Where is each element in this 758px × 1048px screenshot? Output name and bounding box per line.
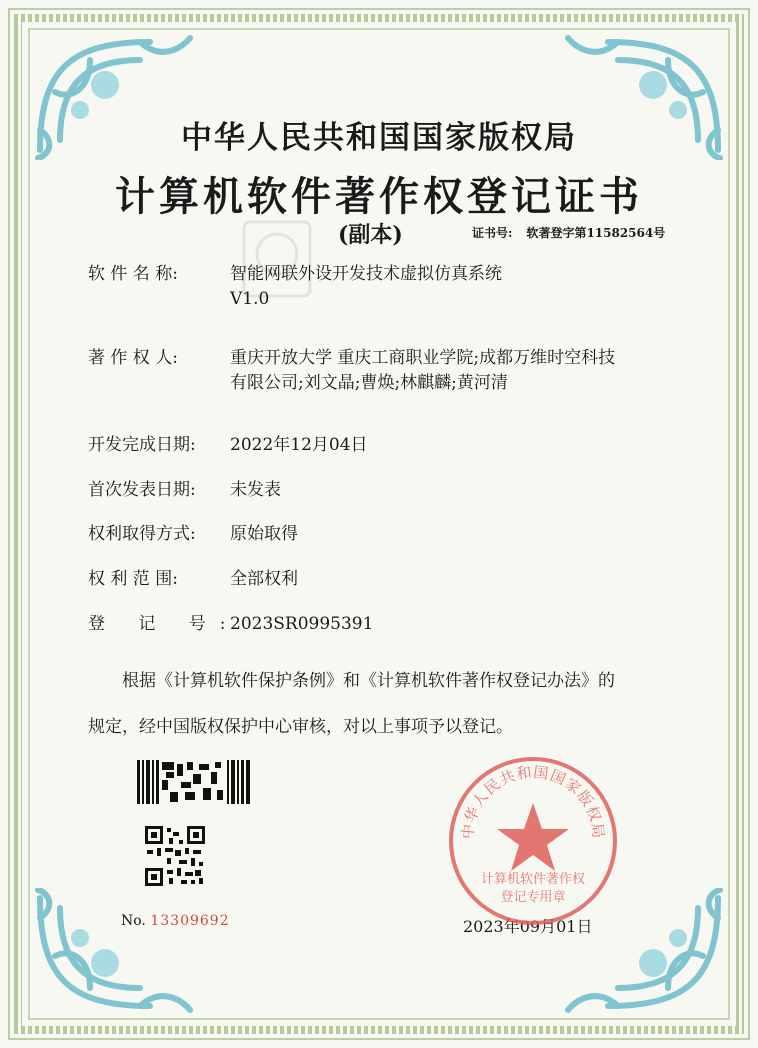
serial-number <box>121 913 230 929</box>
field-value: 原始取得 <box>230 524 298 544</box>
seal-ring-text: 中华人民共和国国家版权局 <box>458 763 608 840</box>
field-label: 开发完成日期: <box>88 435 196 455</box>
barcode <box>137 760 250 804</box>
field-value: 重庆开放大学 重庆工商职业学院;成都万维时空科技 有限公司;刘文晶;曹焕;林麒麟;黄河清 <box>230 348 616 393</box>
field-label: 首次发表日期: <box>88 480 196 500</box>
field-value: 智能网联外设开发技术虚拟仿真系统 V1.0 <box>230 264 502 309</box>
field-label: 著 作 权 人: <box>88 348 178 368</box>
statement-line-2: 规定，经中国版权保护中心审核，对以上事项予以登记。 <box>88 717 513 737</box>
issuing-authority: 中华人民共和国国家版权局 <box>181 120 577 156</box>
ornament-bottom-left <box>30 888 200 1018</box>
seal-line-2: 登记专用章 <box>500 890 566 905</box>
field-value: 2022年12月04日 <box>230 435 368 455</box>
serial-value: 13309692 <box>150 913 230 929</box>
certificate-number-value: 软著登字第11582564号 <box>526 226 666 240</box>
qr-code <box>145 826 205 886</box>
field-value: 全部权利 <box>230 569 298 589</box>
certificate-title: 计算机软件著作权登记证书 <box>115 173 643 220</box>
field-label: 权 利 范 围: <box>88 569 178 589</box>
certificate-number <box>472 224 665 241</box>
statement-line-1: 根据《计算机软件保护条例》和《计算机软件著作权登记办法》的 <box>122 671 615 691</box>
field-value: 未发表 <box>230 480 281 500</box>
field-label: 登 记 号: <box>88 614 240 634</box>
copy-label: (副本) <box>338 222 403 248</box>
certificate-number-label: 证书号: <box>472 226 513 240</box>
seal-line-1: 计算机软件著作权 <box>480 872 586 887</box>
field-label: 软 件 名 称: <box>88 264 178 284</box>
official-seal <box>447 755 619 927</box>
field-label: 权利取得方式: <box>88 524 196 544</box>
issue-date: 2023年09月01日 <box>463 917 593 936</box>
serial-prefix: No. <box>121 913 146 929</box>
field-value: 2023SR0995391 <box>230 614 374 634</box>
